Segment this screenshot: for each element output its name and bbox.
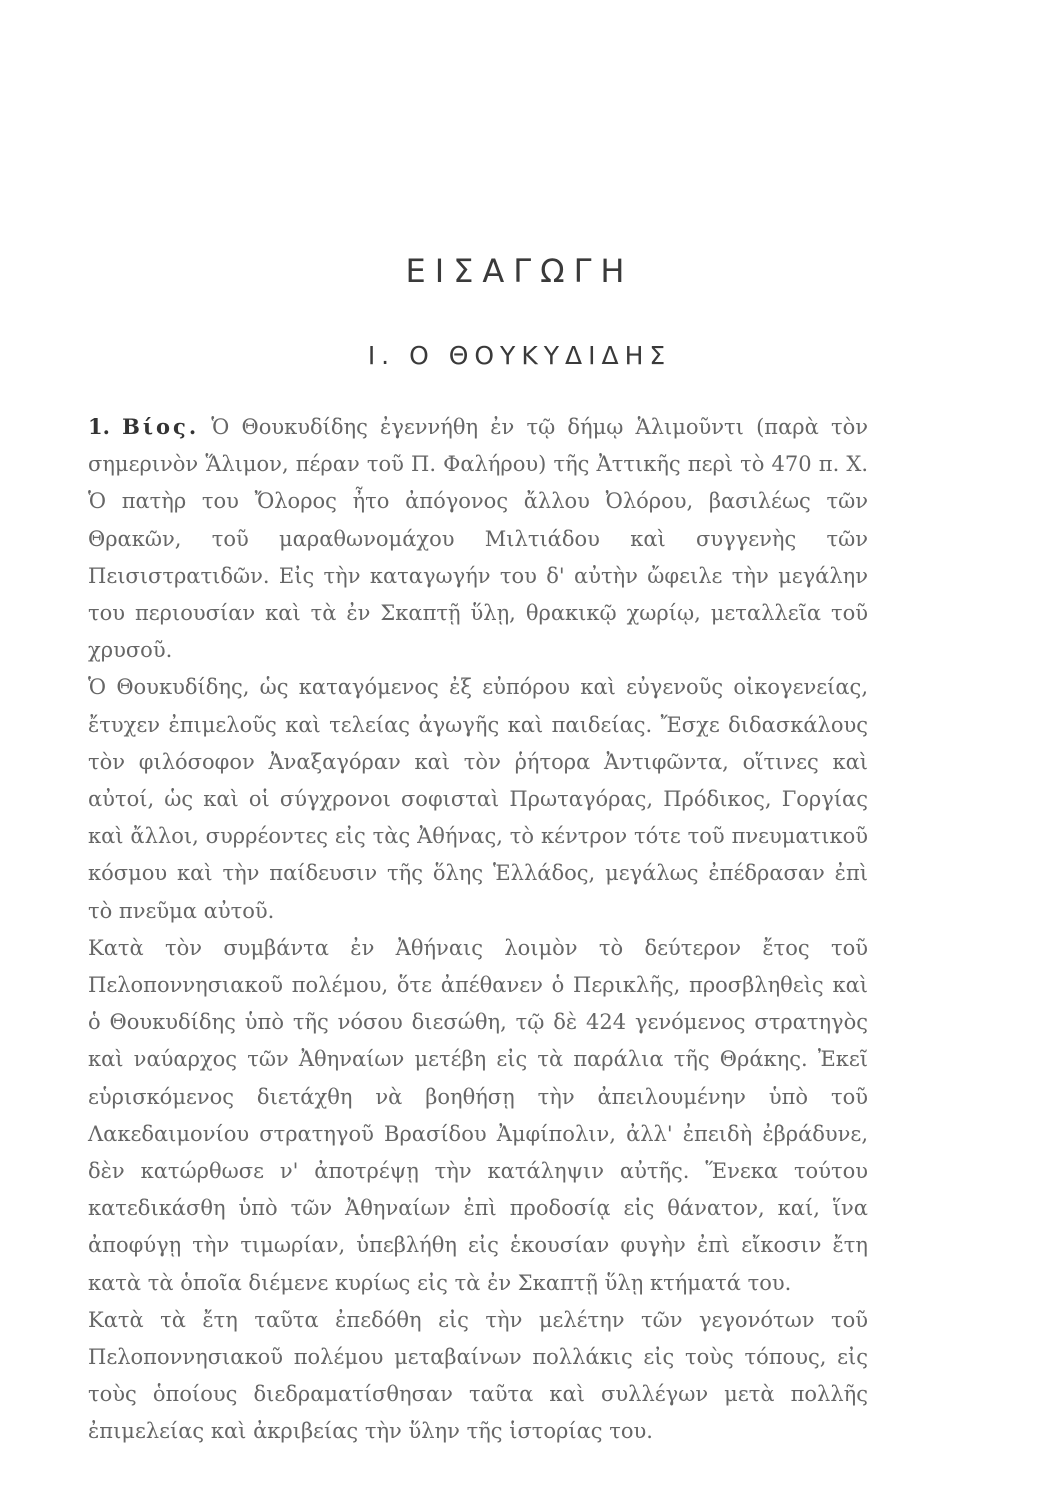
paragraph-2 <box>88 669 868 929</box>
paragraph-number: 1. <box>88 414 110 439</box>
paragraph-3 <box>88 930 868 1302</box>
page-title: ΕΙΣΑΓΩΓΗ <box>405 252 634 290</box>
paragraph-1 <box>88 408 868 669</box>
paragraph-text: Κατὰ τὸν συμβάντα ἐν Ἀθήναις λοιμὸν τὸ δεύτερον ἔτος τοῦ Πελοποννησιακοῦ πολέμου, ὅτε ἀπέθανεν ὁ Περικλῆς, προσβληθεὶς καὶ ὁ Θουκυδίδης ὑπὸ τῆς νόσου διεσώθη, τῷ δὲ 424 γενόμενος στρατηγὸς καὶ ναύαρχος τῶν Ἀθηναίων μετέβη εἰς τὰ παράλια τῆς Θράκης. Ἐκεῖ εὑρισκόμενος διετάχθη νὰ βοηθήσῃ τὴν ἀπειλουμένην ὑπὸ τοῦ Λακεδαιμονίου στρατηγοῦ Βρασίδου Ἀμφίπολιν, ἀλλ' ἐπειδὴ ἐβράδυνε, δὲν κατώρθωσε ν' ἀποτρέψῃ τὴν κατάληψιν αὐτῆς. Ἕνεκα τούτου κατεδικάσθη ὑπὸ τῶν Ἀθηναίων ἐπὶ προδοσίᾳ εἰς θάνατον, καί, ἵνα ἀποφύγῃ τὴν τιμωρίαν, ὑπεβλήθη εἰς ἑκουσίαν φυγὴν ἐπὶ εἴκοσιν ἔτη κατὰ τὰ ὁποῖα διέμενε κυρίως εἰς τὰ ἐν Σκαπτῇ ὕλῃ κτήματά του. <box>88 935 868 1295</box>
paragraph-text: Ὁ Θουκυδίδης, ὡς καταγόμενος ἐξ εὐπόρου καὶ εὐγενοῦς οἰκογενείας, ἔτυχεν ἐπιμελοῦς καὶ τελείας ἀγωγῆς καὶ παιδείας. Ἔσχε διδασκάλους τὸν φιλόσοφον Ἀναξαγόραν καὶ τὸν ῥήτορα Ἀντιφῶντα, οἵτινες καὶ αὐτοί, ὡς καὶ οἱ σύγχρονοι σοφισταὶ Πρωταγόρας, Πρόδικος, Γοργίας καὶ ἄλλοι, συρρέοντες εἰς τὰς Ἀθήνας, τὸ κέντρον τότε τοῦ πνευματικοῦ κόσμου καὶ τὴν παίδευσιν τῆς ὅλης Ἑλλάδος, μεγάλως ἐπέδρασαν ἐπὶ τὸ πνεῦμα αὐτοῦ. <box>88 675 868 923</box>
paragraph-heading: Βίος. <box>122 414 200 439</box>
section-title: Ι. Ο ΘΟΥΚΥΔΙΔΗΣ <box>367 341 672 370</box>
paragraph-4 <box>88 1302 868 1451</box>
body-text <box>88 408 868 1451</box>
paragraph-text: Ὁ Θουκυδίδης ἐγεννήθη ἐν τῷ δήμῳ Ἁλιμοῦντι (παρὰ τὸν σημερινὸν Ἅλιμον, πέραν τοῦ Π. Φαλήρου) τῆς Ἀττικῆς περὶ τὸ 470 π. Χ. Ὁ πατὴρ του Ὄλορος ἦτο ἀπόγονος ἄλλου Ὀλόρου, βασιλέως τῶν Θρακῶν, τοῦ μαραθωνομάχου Μιλτιάδου καὶ συγγενὴς τῶν Πεισιστρατιδῶν. Εἰς τὴν καταγωγήν του δ' αὐτὴν ὤφειλε τὴν μεγάλην του περιουσίαν καὶ τὰ ἐν Σκαπτῇ ὕλῃ, θρακικῷ χωρίῳ, μεταλλεῖα τοῦ χρυσοῦ. <box>88 415 868 663</box>
paragraph-text: Κατὰ τὰ ἔτη ταῦτα ἐπεδόθη εἰς τὴν μελέτην τῶν γεγονότων τοῦ Πελοποννησιακοῦ πολέμου μεταβαίνων πολλάκις εἰς τοὺς τόπους, εἰς τοὺς ὁποίους διεδραματίσθησαν ταῦτα καὶ συλλέγων μετὰ πολλῆς ἐπιμελείας καὶ ἀκριβείας τὴν ὕλην τῆς ἱστορίας του. <box>88 1307 868 1444</box>
